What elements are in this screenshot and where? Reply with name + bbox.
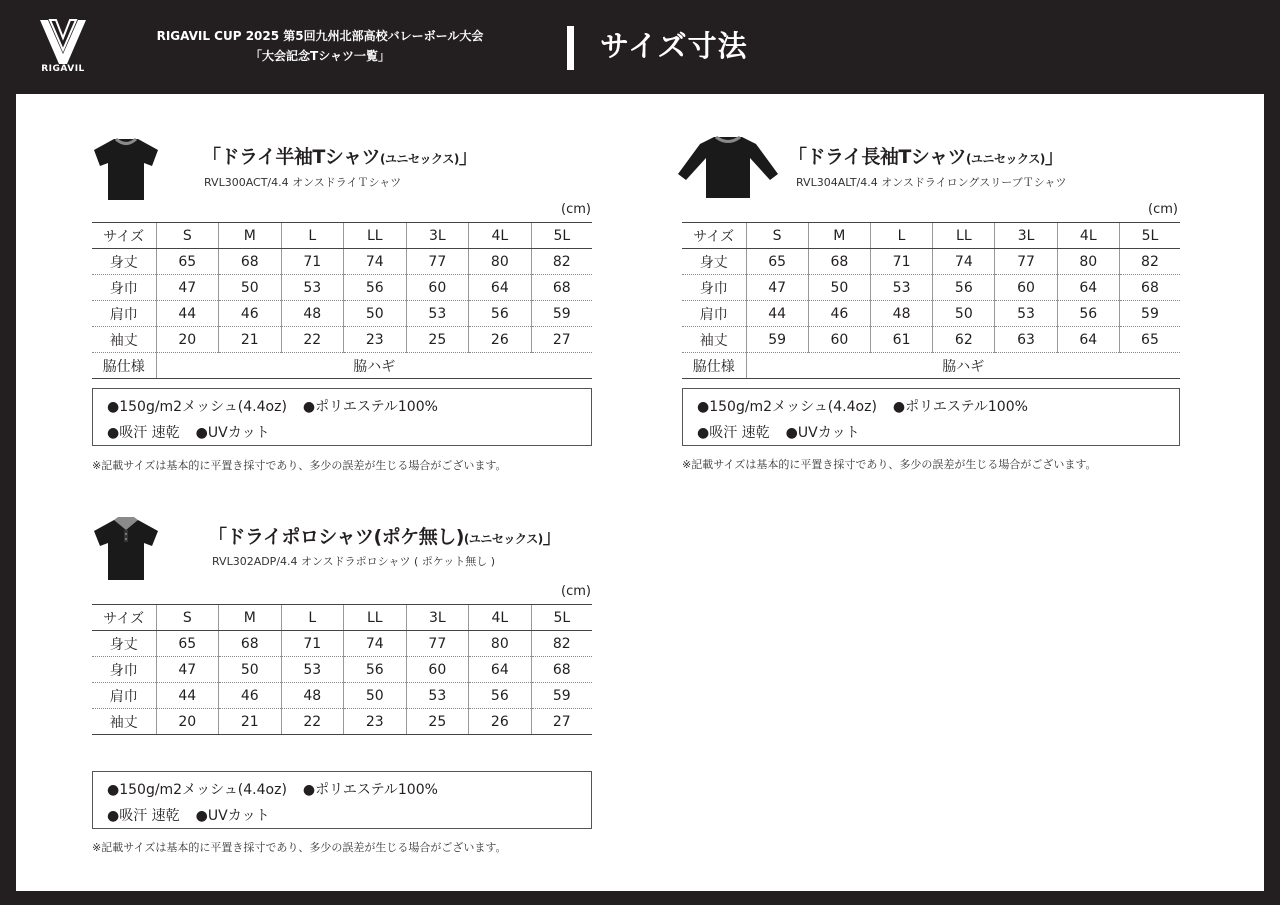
product-name: 「ドライポロシャツ(ポケ無し) [208, 526, 464, 548]
event-line-1: RIGAVIL CUP 2025 第5回九州北部高校バレーボール大会 [156, 29, 484, 43]
header-cell: 3L [406, 605, 469, 631]
title-divider [567, 26, 574, 70]
row-label: 袖丈 [92, 709, 156, 735]
table-cell: 46 [219, 301, 282, 327]
feature-item: ●ポリエステル100% [302, 782, 438, 798]
table-cell: 53 [406, 301, 469, 327]
row-label: 肩巾 [92, 301, 156, 327]
feature-item: ●吸汗 速乾 [697, 425, 770, 441]
header-cell: L [281, 605, 344, 631]
header-cell: M [219, 223, 282, 249]
header-bar [0, 0, 1280, 94]
table-cell: 44 [156, 683, 219, 709]
features-box [92, 388, 592, 446]
header-cell: 3L [406, 223, 469, 249]
table-cell: 65 [156, 249, 219, 275]
table-row [92, 275, 592, 301]
row-label: 身丈 [682, 249, 746, 275]
table-cell: 48 [281, 683, 344, 709]
header-cell: L [870, 223, 932, 249]
unit-label: (cm) [561, 202, 591, 217]
table-cell: 50 [219, 657, 282, 683]
row-label: 脇仕様 [92, 353, 156, 379]
table-row [682, 327, 1180, 353]
table-cell: 62 [933, 327, 995, 353]
table-cell: 23 [344, 327, 407, 353]
table-cell: 53 [406, 683, 469, 709]
product-name-close: 」 [542, 526, 562, 548]
header-cell: 4L [1057, 223, 1119, 249]
table-row [682, 301, 1180, 327]
table-cell: 68 [219, 249, 282, 275]
size-note: ※記載サイズは基本的に平置き採寸であり、多少の誤差が生じる場合がございます。 [92, 459, 507, 472]
header-cell: M [808, 223, 870, 249]
table-header-row [682, 223, 1180, 249]
size-table [682, 222, 1180, 379]
table-cell: 47 [156, 275, 219, 301]
table-cell: 82 [1119, 249, 1180, 275]
table-cell: 26 [469, 709, 532, 735]
polo-shirt-icon [92, 516, 160, 582]
product-name-close: 」 [1044, 146, 1064, 168]
table-cell: 71 [281, 249, 344, 275]
logo-text: RIGAVIL [41, 64, 85, 74]
table-row [92, 249, 592, 275]
table-cell: 80 [1057, 249, 1119, 275]
size-sheet [16, 94, 1264, 891]
product-name-unisex: (ユニセックス) [463, 532, 543, 546]
feature-item: ●ポリエステル100% [302, 399, 438, 415]
header-cell: 4L [469, 605, 532, 631]
row-label: 袖丈 [92, 327, 156, 353]
product-name: 「ドライ半袖Tシャツ [202, 146, 381, 168]
table-cell: 68 [531, 275, 592, 301]
header-cell: S [156, 605, 219, 631]
table-cell: 46 [808, 301, 870, 327]
table-cell: 56 [1057, 301, 1119, 327]
table-cell: 82 [531, 249, 592, 275]
header-cell: 3L [995, 223, 1057, 249]
product-name-close: 」 [458, 146, 478, 168]
table-cell: 53 [995, 301, 1057, 327]
table-cell: 53 [281, 275, 344, 301]
table-cell: 60 [808, 327, 870, 353]
table-cell: 50 [344, 301, 407, 327]
event-title [120, 26, 520, 66]
features-box [682, 388, 1180, 446]
unit-label: (cm) [1148, 202, 1178, 217]
table-row [92, 301, 592, 327]
table-cell: 63 [995, 327, 1057, 353]
table-cell: 80 [469, 631, 532, 657]
table-cell: 71 [281, 631, 344, 657]
table-cell: 56 [344, 275, 407, 301]
long-sleeve-tshirt-icon [676, 134, 780, 202]
table-cell: 26 [469, 327, 532, 353]
table-cell: 56 [344, 657, 407, 683]
table-cell: 64 [1057, 275, 1119, 301]
row-label: 身丈 [92, 631, 156, 657]
product-name: 「ドライ長袖Tシャツ [788, 146, 967, 168]
table-cell: 65 [1119, 327, 1180, 353]
table-cell: 60 [406, 275, 469, 301]
row-label: 身巾 [92, 657, 156, 683]
product-name-unisex: (ユニセックス) [966, 152, 1045, 166]
table-cell: 50 [219, 275, 282, 301]
row-label: 身丈 [92, 249, 156, 275]
feature-item: ●吸汗 速乾 [107, 425, 180, 441]
table-cell: 74 [344, 631, 407, 657]
header-cell: サイズ [92, 605, 156, 631]
table-cell: 44 [746, 301, 808, 327]
table-cell: 64 [469, 657, 532, 683]
header-cell: LL [344, 605, 407, 631]
table-row-side [92, 353, 592, 379]
table-cell: 68 [531, 657, 592, 683]
table-cell: 56 [469, 301, 532, 327]
table-cell: 50 [344, 683, 407, 709]
side-value: 脇ハギ [156, 353, 592, 379]
table-cell: 77 [995, 249, 1057, 275]
feature-item: ●UVカット [195, 425, 270, 441]
table-row [92, 657, 592, 683]
table-header-row [92, 605, 592, 631]
table-cell: 77 [406, 249, 469, 275]
table-cell: 56 [933, 275, 995, 301]
table-cell: 60 [995, 275, 1057, 301]
feature-item: ●吸汗 速乾 [107, 808, 180, 824]
table-row-side [682, 353, 1180, 379]
table-cell: 25 [406, 327, 469, 353]
feature-item: ●150g/m2メッシュ(4.4oz) [697, 399, 877, 415]
header-cell: S [156, 223, 219, 249]
table-cell: 59 [531, 301, 592, 327]
feature-item: ●150g/m2メッシュ(4.4oz) [107, 399, 287, 415]
table-cell: 56 [469, 683, 532, 709]
unit-label: (cm) [561, 584, 591, 599]
table-cell: 20 [156, 327, 219, 353]
table-cell: 46 [219, 683, 282, 709]
table-cell: 47 [156, 657, 219, 683]
table-cell: 60 [406, 657, 469, 683]
feature-item: ●150g/m2メッシュ(4.4oz) [107, 782, 287, 798]
product-title [208, 522, 561, 549]
table-cell: 47 [746, 275, 808, 301]
table-cell: 53 [870, 275, 932, 301]
header-cell: 5L [531, 605, 592, 631]
size-note: ※記載サイズは基本的に平置き採寸であり、多少の誤差が生じる場合がございます。 [682, 458, 1097, 471]
table-cell: 80 [469, 249, 532, 275]
table-cell: 77 [406, 631, 469, 657]
table-cell: 50 [933, 301, 995, 327]
header-cell: 5L [1119, 223, 1180, 249]
table-cell: 27 [531, 327, 592, 353]
features-box [92, 771, 592, 829]
product-title [788, 142, 1063, 169]
table-cell: 44 [156, 301, 219, 327]
side-value: 脇ハギ [746, 353, 1180, 379]
table-header-row [92, 223, 592, 249]
table-cell: 25 [406, 709, 469, 735]
short-sleeve-tshirt-icon [92, 136, 160, 202]
feature-item: ●UVカット [785, 425, 860, 441]
table-cell: 65 [156, 631, 219, 657]
table-cell: 22 [281, 327, 344, 353]
table-cell: 61 [870, 327, 932, 353]
table-cell: 59 [746, 327, 808, 353]
row-label: 身巾 [92, 275, 156, 301]
table-row [92, 683, 592, 709]
table-cell: 21 [219, 327, 282, 353]
product-code: RVL304ALT/4.4 オンスドライロングスリーブＴシャツ [796, 176, 1067, 189]
header-cell: LL [933, 223, 995, 249]
table-cell: 65 [746, 249, 808, 275]
row-label: 肩巾 [682, 301, 746, 327]
table-cell: 59 [531, 683, 592, 709]
size-table [92, 222, 592, 379]
product-name-unisex: (ユニセックス) [380, 152, 459, 166]
row-label: 袖丈 [682, 327, 746, 353]
header-cell: サイズ [682, 223, 746, 249]
event-line-2: 「大会記念Tシャツ一覧」 [250, 49, 390, 63]
feature-item: ●UVカット [195, 808, 270, 824]
header-cell: 4L [469, 223, 532, 249]
table-cell: 20 [156, 709, 219, 735]
table-row [92, 327, 592, 353]
table-cell: 23 [344, 709, 407, 735]
table-row [92, 631, 592, 657]
table-cell: 68 [808, 249, 870, 275]
product-title [202, 142, 477, 169]
table-cell: 68 [1119, 275, 1180, 301]
table-cell: 74 [933, 249, 995, 275]
size-note: ※記載サイズは基本的に平置き採寸であり、多少の誤差が生じる場合がございます。 [92, 841, 507, 854]
header-cell: S [746, 223, 808, 249]
row-label: 身巾 [682, 275, 746, 301]
header-cell: 5L [531, 223, 592, 249]
table-cell: 64 [1057, 327, 1119, 353]
header-cell: LL [344, 223, 407, 249]
row-label: 肩巾 [92, 683, 156, 709]
feature-item: ●ポリエステル100% [892, 399, 1028, 415]
table-cell: 53 [281, 657, 344, 683]
table-cell: 22 [281, 709, 344, 735]
table-cell: 82 [531, 631, 592, 657]
product-code: RVL302ADP/4.4 オンスドラポロシャツ ( ポケット無し ) [212, 555, 495, 568]
table-cell: 27 [531, 709, 592, 735]
header-cell: サイズ [92, 223, 156, 249]
table-cell: 21 [219, 709, 282, 735]
table-cell: 50 [808, 275, 870, 301]
table-cell: 68 [219, 631, 282, 657]
row-label: 脇仕様 [682, 353, 746, 379]
product-code: RVL300ACT/4.4 オンスドライＴシャツ [204, 176, 402, 189]
table-cell: 74 [344, 249, 407, 275]
table-row [682, 275, 1180, 301]
table-row [92, 709, 592, 735]
size-table [92, 604, 592, 735]
table-cell: 71 [870, 249, 932, 275]
page-title: サイズ寸法 [600, 29, 748, 63]
header-cell: M [219, 605, 282, 631]
header-cell: L [281, 223, 344, 249]
table-cell: 48 [870, 301, 932, 327]
table-cell: 64 [469, 275, 532, 301]
table-row [682, 249, 1180, 275]
table-cell: 48 [281, 301, 344, 327]
table-cell: 59 [1119, 301, 1180, 327]
